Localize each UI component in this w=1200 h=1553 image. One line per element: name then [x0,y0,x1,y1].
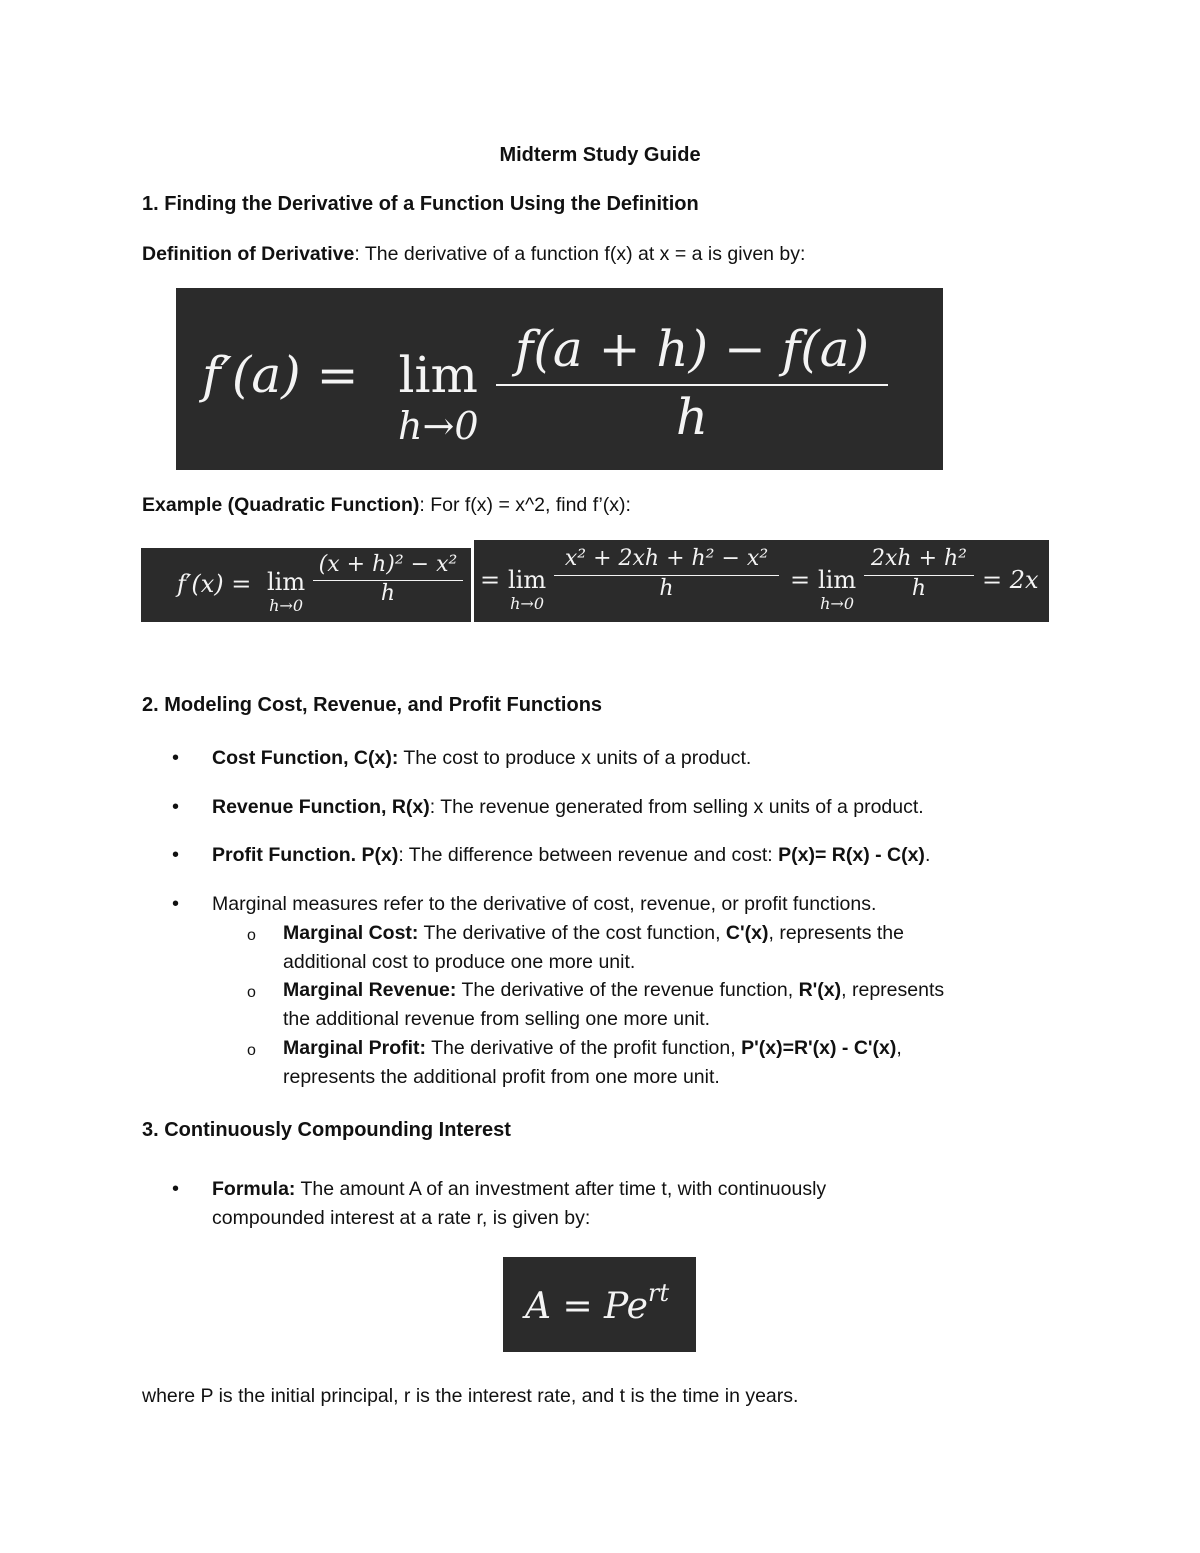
formula-fraction [496,320,888,446]
section-3-heading: 3. Continuously Compounding Interest [142,1119,511,1141]
definition-text: : The derivative of a function f(x) at x = a is given by: [354,243,806,265]
page-title: Midterm Study Guide [499,144,701,166]
derivative-definition-formula [176,288,943,470]
section-1-heading: 1. Finding the Derivative of a Function Using the Definition [142,193,699,215]
definition-label: Definition of Derivative [142,243,355,265]
where-paragraph: where P is the initial principal, r is the interest rate, and t is the time in years. [142,1385,799,1407]
example-paragraph [142,494,631,517]
section-2-heading: 2. Modeling Cost, Revenue, and Profit Functions [142,694,603,716]
example-text: : For f(x) = x^2, find f’(x): [419,494,631,516]
example-formula-part-2: = lim h→0 x² + 2xh + h² − x² h = lim h→0 2xh + h² h = 2x [474,540,1049,622]
formula-lim: lim h→0 [398,346,479,448]
example-formula-part-1: f′(x) = lim h→0 (x + h)² − x² h [141,548,471,622]
formula-denominator: h [675,388,709,446]
definition-paragraph [142,243,805,266]
formula-lhs: f′(a) = [202,346,359,404]
document-page: Midterm Study Guide 1. Finding the Derivative of a Function Using the Definition Definition of Derivative: The derivative of a function f(x) at x = a is given by: f′(a) = lim h→0 f(a + h) − f(a) h Example (Quadratic Function): For f(x) = x^2, find f’(x): f′(x) = lim h→0 (x + h)² − x² h = lim h→0 x² + 2xh + h² − x² h = lim h→0 2xh + h² h = 2x 2. Modeling Cost, Revenue, and Profit Functions • Cost Function, C(x): The cost to produce x units of a product. • Revenue Function, R(x): The revenue generated from selling x units of a product. • Profit Function. P(x): The difference between revenue and cost: P(x)= R(x) - C(x). • Marginal measures refer to the derivative of cost, revenue, or profit functions. o Marginal Cost: The derivative of the cost function, C'(x), represents the additional cost to produce one more unit. o Marginal Revenue: The derivative of the revenue function, R'(x), represents the additional revenue from selling one more unit. o Marginal Profit: The derivative of the profit function, P'(x)=R'(x) - C'(x), represents the additional profit from one more unit. 3. Continuously Compounding Interest • Formula: The amount A of an investment after time t, with continuously compounded interest at a rate r, is given by: $A = Pe^{rt}$ where P is the initial principal, r is the interest rate, and t is the time in years. [0,0,1200,1553]
formula-numerator: f(a + h) − f(a) [514,320,870,378]
continuous-interest-formula: $A = Pe^{rt}$ [503,1257,696,1352]
example-label: Example (Quadratic Function) [142,494,420,516]
